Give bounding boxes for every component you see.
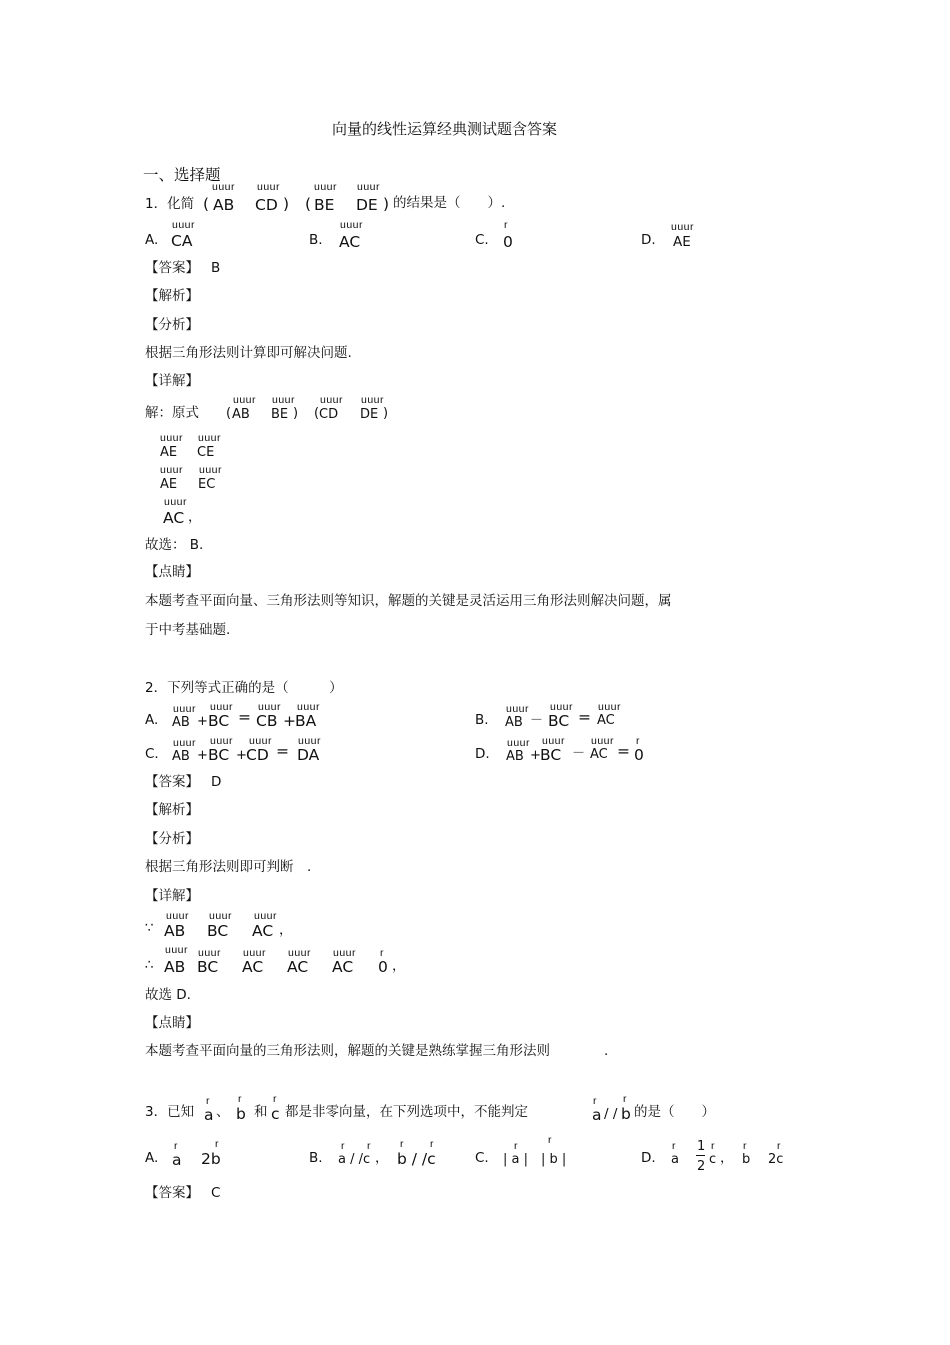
answer-value: D: [211, 774, 222, 790]
parallel-expression: b / /c: [397, 1150, 436, 1168]
vector-ab: AB: [164, 958, 186, 976]
vector-de: DE: [356, 196, 378, 214]
option-c-label: C.: [145, 746, 159, 762]
question-3-number: 3．已知: [145, 1104, 195, 1120]
vector-arrow: r: [174, 1140, 178, 1152]
vector-a: a: [671, 1152, 679, 1167]
vector-b: b: [742, 1152, 751, 1167]
vector-ac: AC: [163, 509, 185, 527]
option-b-value: AC: [339, 233, 361, 251]
equals-sign: =: [276, 742, 289, 760]
vector-arrow: uuur: [165, 944, 189, 956]
vector-arrow: uuur: [198, 947, 222, 959]
separator: 、: [216, 1104, 230, 1120]
vector-arrow: uuur: [210, 735, 234, 747]
xiangjie-label: 【详解】: [145, 373, 199, 389]
vector-arrow: r: [238, 1093, 242, 1105]
vector-be: BE: [314, 196, 335, 214]
vector-arrow: uuur: [233, 394, 257, 406]
option-c-value: 0: [503, 233, 513, 251]
jiexi-label: 【解析】: [145, 288, 199, 304]
scaled-vector: 2c: [768, 1152, 784, 1167]
comma: ，: [279, 922, 293, 938]
fraction-numerator: 1: [697, 1139, 706, 1154]
equals-sign: =: [617, 742, 630, 760]
section-heading: 一、选择题: [143, 166, 221, 184]
vector-arrow: uuur: [173, 703, 197, 715]
vector-b: b: [621, 1105, 631, 1123]
vector-arrow: uuur: [591, 735, 615, 747]
vector-arrow: uuur: [173, 737, 197, 749]
fenxi-label: 【分析】: [145, 317, 199, 333]
vector-ab: AB: [505, 715, 523, 730]
vector-ec: EC: [198, 477, 216, 492]
vector-arrow: uuur: [507, 737, 531, 749]
vector-bc: BC: [208, 712, 230, 730]
vector-ac: AC: [332, 958, 354, 976]
question-2-stem: 2．下列等式正确的是（ ）: [145, 680, 343, 696]
vector-a: a: [592, 1106, 602, 1124]
equals-sign: =: [238, 708, 251, 726]
vector-arrow: r: [548, 1134, 552, 1146]
vector-arrow: r: [367, 1140, 371, 1152]
vector-ab: AB: [164, 922, 186, 940]
vector-arrow: r: [341, 1140, 345, 1152]
option-a-label: A.: [145, 1150, 159, 1166]
vector-arrow: uuur: [212, 181, 236, 193]
plus-sign: +: [236, 748, 247, 763]
vector-ce: CE: [197, 445, 215, 460]
parallel-symbol: / /: [604, 1106, 618, 1122]
vector-b: b: [236, 1105, 246, 1123]
vector-arrow: uuur: [297, 701, 321, 713]
parallel-expression: a / /c: [338, 1152, 371, 1167]
vector-ac: AC: [242, 958, 264, 976]
paren-close: ): [383, 406, 389, 421]
fraction-denominator: 2: [697, 1159, 706, 1174]
zero-vector: 0: [378, 958, 388, 976]
comma: ，: [375, 1150, 389, 1166]
paren-close: ): [293, 406, 299, 421]
answer-label: 【答案】: [145, 1185, 199, 1201]
vector-ab: AB: [213, 196, 235, 214]
vector-bc: BC: [540, 746, 562, 764]
vector-arrow: r: [711, 1140, 715, 1152]
vector-arrow: uuur: [210, 701, 234, 713]
answer-label: 【答案】: [145, 260, 199, 276]
vector-arrow: uuur: [506, 703, 530, 715]
vector-arrow: uuur: [166, 910, 190, 922]
vector-ac: AC: [597, 713, 615, 728]
comma: ，: [720, 1150, 734, 1166]
question-1-tail: 的结果是（ ）.: [393, 195, 506, 211]
vector-bc: BC: [208, 746, 230, 764]
vector-arrow: r: [273, 1093, 277, 1105]
vector-cd: CD: [246, 746, 269, 764]
vector-ab: AB: [172, 715, 190, 730]
vector-da: DA: [297, 746, 320, 764]
vector-arrow: uuur: [340, 219, 364, 231]
vector-arrow: r: [623, 1093, 627, 1105]
vector-bc: BC: [197, 958, 219, 976]
vector-cb: CB: [256, 712, 278, 730]
jiexi-label: 【解析】: [145, 802, 199, 818]
vector-arrow: uuur: [542, 735, 566, 747]
answer-value: B: [211, 260, 221, 276]
minus-sign: －: [530, 713, 544, 728]
dianjing-text: 于中考基础题.: [145, 622, 231, 638]
vector-arrow: uuur: [243, 947, 267, 959]
vector-arrow: uuur: [671, 221, 695, 233]
vector-arrow: uuur: [333, 947, 357, 959]
vector-arrow: uuur: [598, 701, 622, 713]
vector-arrow: uuur: [320, 394, 344, 406]
question-3-tail: 的是（ ）: [634, 1104, 715, 1120]
solution-prefix: 解：原式: [145, 405, 199, 421]
dianjing-text: 本题考查平面向量的三角形法则，解题的关键是熟练掌握三角形法则 .: [145, 1043, 609, 1059]
vector-arrow: uuur: [257, 181, 281, 193]
option-b-label: B.: [475, 712, 489, 728]
vector-arrow: uuur: [314, 181, 338, 193]
guxuan-text: 故选 D.: [145, 987, 191, 1003]
scaled-vector: 2b: [201, 1150, 221, 1168]
answer-label: 【答案】: [145, 774, 199, 790]
option-d-label: D.: [641, 232, 656, 248]
vector-arrow: r: [672, 1140, 676, 1152]
vector-arrow: r: [400, 1138, 404, 1150]
fenxi-text: 根据三角形法则计算即可解决问题.: [145, 345, 352, 361]
vector-ac: AC: [287, 958, 309, 976]
question-1-number: 1．化简: [145, 196, 195, 212]
vector-ae: AE: [160, 445, 178, 460]
zero-vector: 0: [634, 746, 644, 764]
therefore-symbol: ∴: [145, 957, 154, 973]
vector-cd: CD: [319, 407, 339, 422]
vector-ac: AC: [252, 922, 274, 940]
xiangjie-label: 【详解】: [145, 888, 199, 904]
comma: ，: [188, 509, 202, 525]
vector-arrow: uuur: [172, 219, 196, 231]
fenxi-text: 根据三角形法则即可判断 .: [145, 859, 312, 875]
option-a-label: A.: [145, 232, 159, 248]
vector-arrow: r: [206, 1095, 210, 1107]
equals-sign: =: [578, 708, 591, 726]
vector-bc: BC: [548, 712, 570, 730]
guxuan-text: 故选： B.: [145, 537, 204, 553]
paren-close: ): [383, 195, 390, 213]
fenxi-label: 【分析】: [145, 831, 199, 847]
vector-ae: AE: [160, 477, 178, 492]
paren-open: (: [226, 406, 232, 421]
plus-sign: +: [197, 714, 208, 729]
dianjing-label: 【点睛】: [145, 1015, 199, 1031]
vector-arrow: uuur: [164, 496, 188, 508]
vector-arrow: r: [380, 947, 384, 959]
vector-arrow: uuur: [209, 910, 233, 922]
vector-arrow: uuur: [254, 910, 278, 922]
vector-arrow: uuur: [160, 432, 184, 444]
vector-arrow: r: [215, 1138, 219, 1150]
vector-ac: AC: [590, 747, 608, 762]
vector-arrow: r: [636, 735, 640, 747]
vector-ab: AB: [172, 749, 190, 764]
vector-be: BE: [271, 407, 289, 422]
option-d-label: D.: [641, 1150, 656, 1166]
vector-ab: AB: [506, 749, 524, 764]
vector-ba: BA: [295, 712, 317, 730]
option-c-label: C.: [475, 232, 489, 248]
vector-arrow: uuur: [272, 394, 296, 406]
vector-arrow: r: [514, 1140, 518, 1152]
dianjing-label: 【点睛】: [145, 564, 199, 580]
vector-ab: AB: [232, 407, 250, 422]
paren-open: (: [314, 406, 320, 421]
option-a-label: A.: [145, 712, 159, 728]
plus-sign: +: [283, 712, 296, 730]
because-symbol: ∵: [145, 920, 154, 936]
vector-c: c: [271, 1105, 280, 1123]
dianjing-text: 本题考查平面向量、三角形法则等知识，解题的关键是灵活运用三角形法则解决问题，属: [145, 593, 672, 609]
vector-de: DE: [360, 407, 379, 422]
vector-arrow: uuur: [160, 464, 184, 476]
paren-close: ): [283, 195, 290, 213]
minus-sign: －: [572, 746, 586, 761]
option-d-value: AE: [673, 234, 691, 250]
vector-a: a: [172, 1151, 182, 1169]
fraction-bar: [696, 1155, 705, 1156]
comma: ，: [392, 958, 406, 974]
option-a-value: CA: [171, 232, 193, 250]
vector-arrow: r: [504, 219, 508, 231]
plus-sign: +: [530, 748, 541, 763]
magnitude-expression: | a | | b |: [503, 1152, 567, 1167]
plus-sign: +: [197, 748, 208, 763]
paren-open: (: [203, 195, 210, 213]
vector-a: a: [204, 1106, 214, 1124]
vector-arrow: r: [777, 1140, 781, 1152]
document-title: 向量的线性运算经典测试题含答案: [332, 120, 558, 138]
vector-arrow: uuur: [550, 701, 574, 713]
vector-arrow: uuur: [288, 947, 312, 959]
option-c-label: C.: [475, 1150, 489, 1166]
paren-open: (: [305, 195, 312, 213]
vector-cd: CD: [255, 196, 278, 214]
vector-arrow: r: [743, 1140, 747, 1152]
vector-arrow: uuur: [198, 432, 222, 444]
answer-value: C: [211, 1185, 221, 1201]
vector-arrow: uuur: [199, 464, 223, 476]
vector-arrow: r: [593, 1095, 597, 1107]
vector-bc: BC: [207, 922, 229, 940]
and-word: 和: [254, 1104, 268, 1120]
option-b-label: B.: [309, 1150, 323, 1166]
vector-c: c: [709, 1152, 717, 1167]
vector-arrow: uuur: [361, 394, 385, 406]
question-3-middle: 都是非零向量，在下列选项中，不能判定: [285, 1104, 528, 1120]
vector-arrow: uuur: [249, 735, 273, 747]
vector-arrow: uuur: [357, 181, 381, 193]
option-d-label: D.: [475, 746, 490, 762]
vector-arrow: uuur: [258, 701, 282, 713]
option-b-label: B.: [309, 232, 323, 248]
vector-arrow: uuur: [298, 735, 322, 747]
vector-arrow: r: [430, 1138, 434, 1150]
